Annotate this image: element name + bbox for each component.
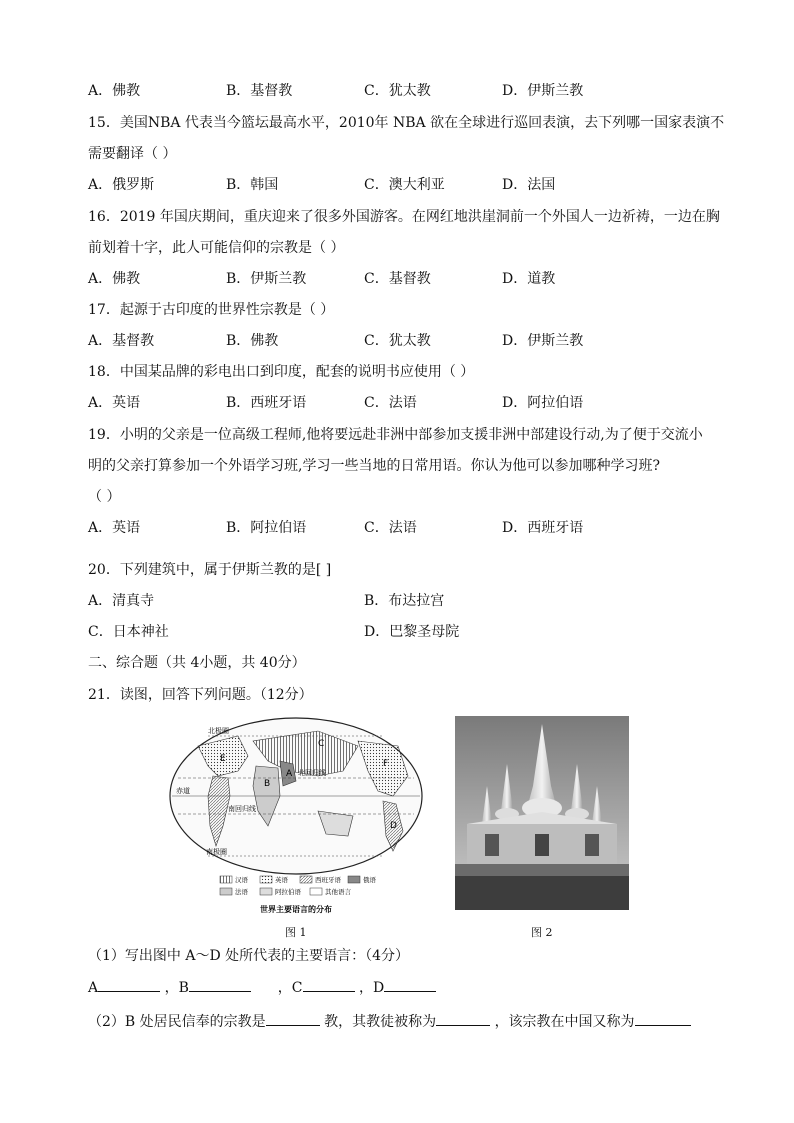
option-b: B．韩国 <box>226 177 279 193</box>
figure-1-language-map <box>168 716 424 920</box>
q20-options-row2 <box>88 622 708 642</box>
q18-stem: 18．中国某品牌的彩电出口到印度，配套的说明书应使用（ ） <box>88 364 475 380</box>
map-letter-c: C <box>318 739 325 749</box>
legend-item: 阿拉伯语 <box>275 888 301 896</box>
option-c: C．犹太教 <box>364 83 431 99</box>
pagoda-image <box>455 716 629 910</box>
answer-blank-a[interactable] <box>98 977 160 992</box>
option-a: A．佛教 <box>88 83 141 99</box>
q19-stem-line3: （ ） <box>88 489 121 505</box>
legend-item: 汉语 <box>235 876 248 884</box>
q15-stem-line2: 需要翻译（ ） <box>88 146 177 162</box>
q21-sub2 <box>88 1011 691 1032</box>
option-b: B．伊斯兰教 <box>226 271 307 287</box>
map-letter-e: E <box>220 754 226 764</box>
q21-sub1-answer-line <box>88 977 436 998</box>
q15-options <box>88 175 708 195</box>
q20-stem: 20．下列建筑中，属于伊斯兰教的是[ ] <box>88 562 332 578</box>
q20-options-row1 <box>88 591 708 611</box>
option-b: B．阿拉伯语 <box>226 520 307 536</box>
figure-1-caption: 图 1 <box>285 926 307 939</box>
q21-sub2-text-c: ，该宗教在中国又称为 <box>494 1014 635 1030</box>
q15-stem-line1: 15．美国NBA 代表当今篮坛最高水平，2010年 NBA 欲在全球进行巡回表演，去下列哪一国家表演不 <box>88 115 725 131</box>
legend-item: 英语 <box>275 876 288 884</box>
map-legend <box>220 875 377 896</box>
option-c: C．犹太教 <box>364 333 431 349</box>
blank-label-d: ，D <box>358 980 385 996</box>
option-d: D．西班牙语 <box>502 520 584 536</box>
option-a: A．英语 <box>88 520 141 536</box>
option-c: C．澳大利亚 <box>364 177 445 193</box>
option-b: B．佛教 <box>226 333 279 349</box>
option-a: A．清真寺 <box>88 593 155 609</box>
q16-options <box>88 269 708 289</box>
answer-blank-religion[interactable] <box>266 1011 320 1026</box>
option-d: D．巴黎圣母院 <box>364 624 460 640</box>
map-letter-a: A <box>286 769 293 779</box>
q21-sub2-text-a: （2）B 处居民信奉的宗教是 <box>88 1014 266 1030</box>
q17-stem: 17．起源于古印度的世界性宗教是（ ） <box>88 302 335 318</box>
legend-item: 其他语言 <box>325 888 351 896</box>
q16-stem-line1: 16．2019 年国庆期间，重庆迎来了很多外国游客。在网红地洪崖洞前一个外国人一边祈祷，一边在胸 <box>88 209 720 225</box>
label-equator: 赤道 <box>176 787 190 795</box>
section-heading: 二、综合题（共 4小题，共 40分） <box>88 655 306 671</box>
option-c: C．基督教 <box>364 271 431 287</box>
q17-options <box>88 331 708 351</box>
label-tropic-cancer: 北回归线 <box>298 769 326 777</box>
option-b: B．基督教 <box>226 83 293 99</box>
map-title: 世界主要语言的分布 <box>260 905 332 914</box>
q21-sub1: （1）写出图中 A～D 处所代表的主要语言：（4分） <box>88 948 410 964</box>
option-d: D．阿拉伯语 <box>502 395 584 411</box>
answer-blank-c[interactable] <box>303 977 355 992</box>
option-d: D．伊斯兰教 <box>502 83 584 99</box>
legend-item: 俄语 <box>363 876 376 884</box>
answer-blank-d[interactable] <box>384 977 436 992</box>
q19-stem-line2: 明的父亲打算参加一个外语学习班,学习一些当地的日常用语。你认为他可以参加哪种学习班? <box>88 458 660 474</box>
q14-options <box>88 81 708 101</box>
option-a: A．佛教 <box>88 271 141 287</box>
option-c: C．法语 <box>364 395 417 411</box>
q19-options <box>88 518 708 538</box>
figure-2-pagoda-photo <box>455 716 629 910</box>
option-d: D．法国 <box>502 177 556 193</box>
answer-blank-followers[interactable] <box>436 1011 490 1026</box>
q18-options <box>88 393 708 413</box>
q19-stem-line1: 19．小明的父亲是一位高级工程师,他将要远赴非洲中部参加支援非洲中部建设行动,为了便于交流小 <box>88 427 703 443</box>
blank-label-a: A <box>88 980 99 996</box>
option-a: A．基督教 <box>88 333 155 349</box>
map-letter-f: F <box>383 759 389 769</box>
option-d: D．道教 <box>502 271 556 287</box>
world-map-graphic <box>168 716 424 920</box>
q21-sub2-text-b: 教，其教徒被称为 <box>324 1014 437 1030</box>
answer-blank-b[interactable] <box>189 977 251 992</box>
q16-stem-line2: 前划着十字，此人可能信仰的宗教是（ ） <box>88 240 345 256</box>
option-c: C．法语 <box>364 520 417 536</box>
map-letter-b: B <box>264 779 271 789</box>
option-a: A．俄罗斯 <box>88 177 155 193</box>
blank-label-c: ，C <box>277 980 303 996</box>
label-antarctic-circle: 南极圈 <box>206 848 227 856</box>
answer-blank-china-name[interactable] <box>635 1011 691 1026</box>
legend-item: 西班牙语 <box>315 876 341 884</box>
option-d: D．伊斯兰教 <box>502 333 584 349</box>
q21-stem: 21．读图，回答下列问题。（12分） <box>88 687 313 703</box>
option-a: A．英语 <box>88 395 141 411</box>
option-c: C．日本神社 <box>88 624 169 640</box>
figure-2-caption: 图 2 <box>531 926 553 939</box>
option-b: B．西班牙语 <box>226 395 307 411</box>
label-arctic-circle: 北极圈 <box>208 727 229 735</box>
label-tropic-capricorn: 南回归线 <box>228 805 256 813</box>
option-b: B．布达拉宫 <box>364 593 445 609</box>
blank-label-b: ，B <box>164 980 189 996</box>
legend-item: 法语 <box>235 888 248 896</box>
map-letter-d: D <box>390 821 397 831</box>
